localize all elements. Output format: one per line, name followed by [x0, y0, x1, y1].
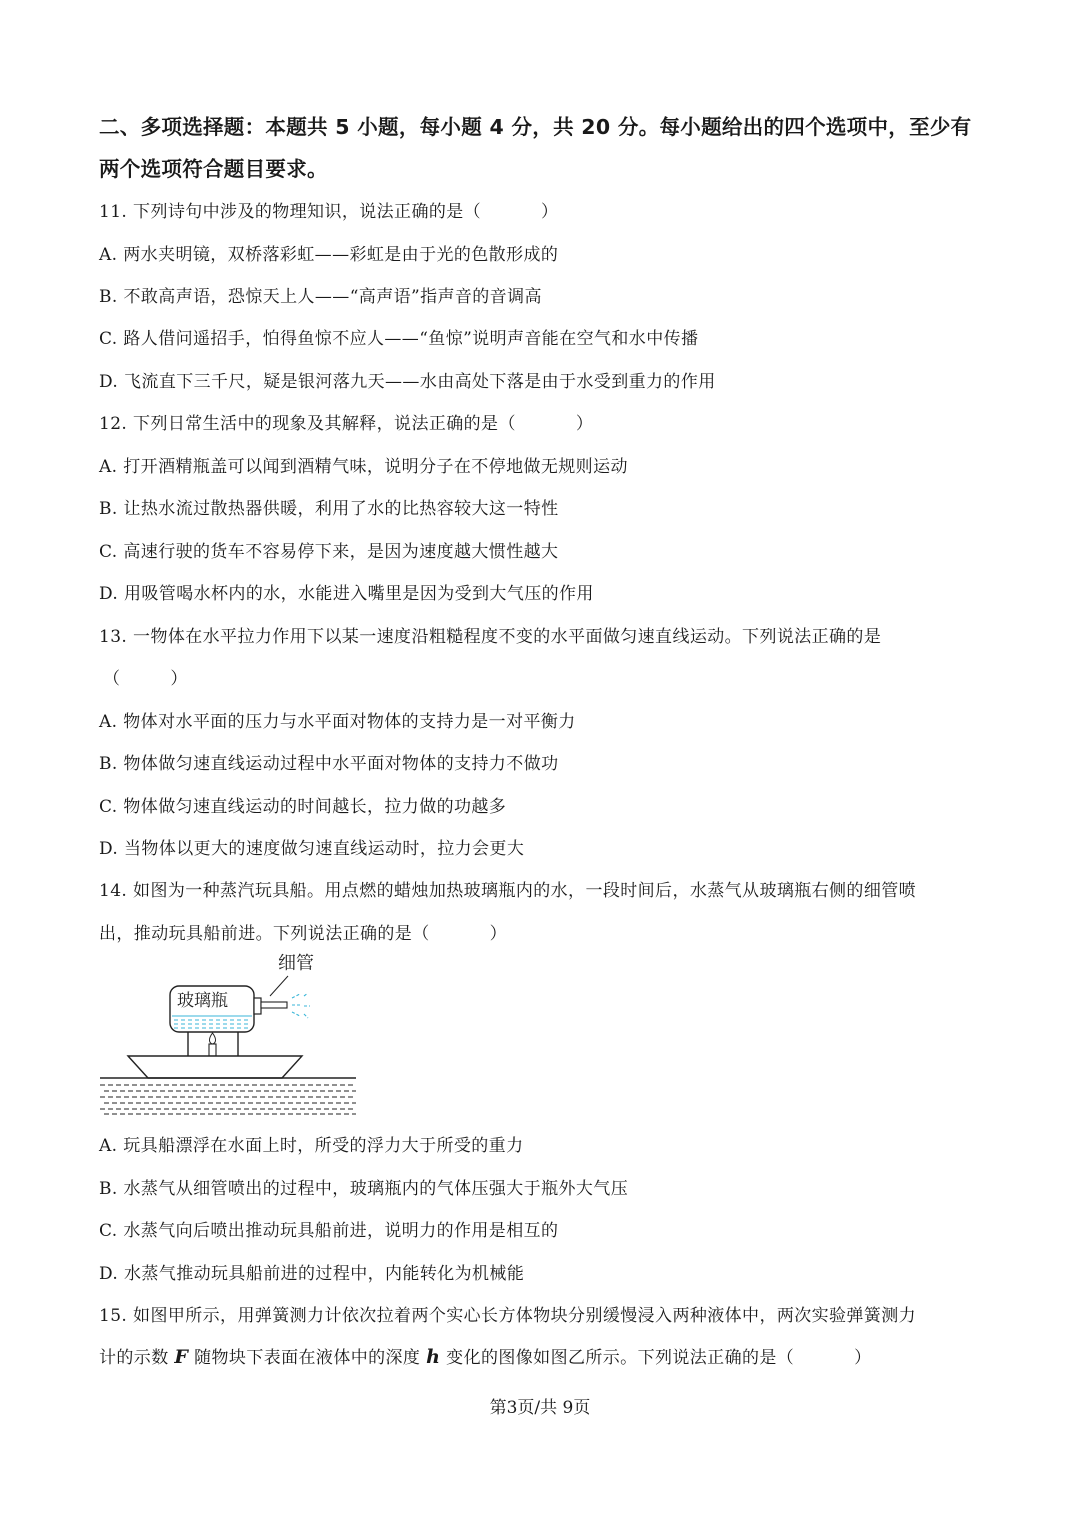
q14-option-b: B. 水蒸气从细管喷出的过程中，玻璃瓶内的气体压强大于瓶外大气压 [99, 1179, 629, 1199]
q13-option-d: D. 当物体以更大的速度做匀速直线运动时，拉力会更大 [99, 839, 525, 859]
q12-option-a: A. 打开酒精瓶盖可以闻到酒精气味，说明分子在不停地做无规则运动 [99, 457, 628, 477]
q14-option-d: D. 水蒸气推动玩具船前进的过程中，内能转化为机械能 [99, 1264, 525, 1284]
fig-label-bottle: 玻璃瓶 [177, 991, 228, 1011]
boat-hull [128, 1056, 302, 1078]
section-heading-line2: 两个选项符合题目要求。 [99, 157, 328, 181]
q14-option-c: C. 水蒸气向后喷出推动玩具船前进，说明力的作用是相互的 [99, 1221, 559, 1241]
q13-option-b: B. 物体做匀速直线运动过程中水平面对物体的支持力不做功 [99, 754, 559, 774]
q12-option-c: C. 高速行驶的货车不容易停下来，是因为速度越大惯性越大 [99, 542, 559, 562]
fig-label-tube: 细管 [278, 953, 314, 974]
tube-leader-line [270, 976, 288, 996]
q11-option-c: C. 路人借问遥招手，怕得鱼惊不应人——“鱼惊”说明声音能在空气和水中传播 [99, 329, 699, 349]
q13-paren-close: ） [170, 669, 188, 689]
section-heading-line1: 二、多项选择题：本题共 5 小题，每小题 4 分，共 20 分。每小题给出的四个选项中，至少有 [99, 115, 972, 139]
q15-stem-end: ） [854, 1348, 872, 1368]
q12-option-d: D. 用吸管喝水杯内的水，水能进入嘴里是因为受到大气压的作用 [99, 584, 594, 604]
q14-stem-line2 [99, 919, 507, 944]
q13-option-a: A. 物体对水平面的压力与水平面对物体的支持力是一对平衡力 [99, 712, 576, 732]
q11-stem-end: ） [541, 202, 559, 222]
steam-icon [292, 993, 310, 1018]
thin-tube [261, 1002, 287, 1008]
q13-stem: 13. 一物体在水平拉力作用下以某一速度沿粗糙程度不变的水平面做匀速直线运动。下列说法正确的是 [99, 627, 882, 647]
q13-stem-blank [103, 664, 188, 689]
variable-f: F [174, 1346, 189, 1368]
q12-stem [99, 409, 593, 434]
q11-option-d: D. 飞流直下三千尺，疑是银河落九天——水由高处下落是由于水受到重力的作用 [99, 372, 716, 392]
q14-stem-end: ） [489, 924, 508, 944]
steam-boat-figure [98, 948, 360, 1118]
bottle-neck [254, 998, 261, 1014]
q15-stem-line2 [99, 1343, 872, 1368]
water-body [100, 1085, 356, 1114]
q13-paren-open: （ [103, 669, 121, 689]
flame-icon [209, 1033, 215, 1044]
q11-option-a: A. 两水夹明镜，双桥落彩虹——彩虹是由于光的色散形成的 [99, 245, 559, 265]
candle [209, 1044, 216, 1056]
q11-option-b: B. 不敢高声语，恐惊天上人——“高声语”指声音的音调高 [99, 287, 542, 307]
q15-stem-line1: 15. 如图甲所示，用弹簧测力计依次拉着两个实心长方体物块分别缓慢浸入两种液体中，两次实验弹簧测力 [99, 1306, 917, 1326]
q12-stem-end: ） [575, 414, 594, 434]
q11-stem-text: 11. 下列诗句中涉及的物理知识，说法正确的是（ [99, 202, 482, 222]
q15-text-c: 变化的图像如图乙所示。下列说法正确的是（ [446, 1348, 795, 1368]
q15-text-a: 计的示数 [99, 1348, 169, 1368]
page-number-footer: 第3页/共 9页 [489, 1398, 591, 1418]
q14-stem-text: 出，推动玩具船前进。下列说法正确的是（ [99, 924, 430, 944]
q11-stem [99, 197, 558, 222]
q12-option-b: B. 让热水流过散热器供暖，利用了水的比热容较大这一特性 [99, 499, 559, 519]
q13-option-c: C. 物体做匀速直线运动的时间越长，拉力做的功越多 [99, 797, 507, 817]
q14-option-a: A. 玩具船漂浮在水面上时，所受的浮力大于所受的重力 [99, 1136, 524, 1156]
q12-stem-text: 12. 下列日常生活中的现象及其解释，说法正确的是（ [99, 414, 516, 434]
variable-h: h [426, 1346, 441, 1368]
q15-text-b: 随物块下表面在液体中的深度 [194, 1348, 421, 1368]
q14-stem-line1: 14. 如图为一种蒸汽玩具船。用点燃的蜡烛加热玻璃瓶内的水，一段时间后，水蒸气从玻璃瓶右侧的细管喷 [99, 881, 917, 901]
